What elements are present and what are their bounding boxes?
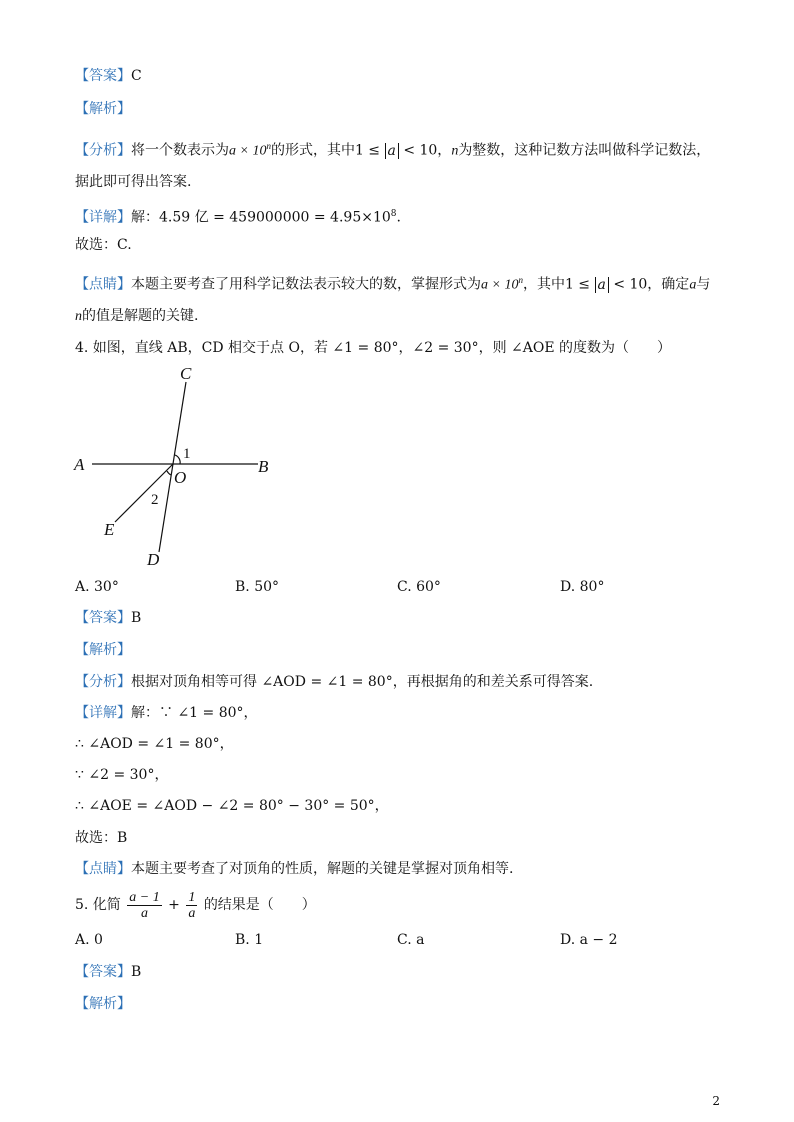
label-c: C xyxy=(180,364,192,383)
q5-analysis-tag xyxy=(75,994,131,1014)
q4-choose: 故选：B xyxy=(75,830,128,846)
label-b: B xyxy=(258,457,269,476)
q4-analysis-tag xyxy=(75,640,131,660)
q3-fenxi-line2: 据此即可得出答案. xyxy=(75,174,192,190)
q3-fenxi-exp: n xyxy=(266,141,271,151)
q3-choose: 故选：C. xyxy=(75,237,132,253)
q5-stem-post: 的结果是（ ） xyxy=(203,897,316,913)
q3-comment-line2 xyxy=(75,306,198,327)
q4-detail-line xyxy=(75,703,258,723)
q3-detail-exp: 8 xyxy=(390,209,397,219)
detail-tag: 【详解】 xyxy=(75,209,131,226)
q3-fenxi-n: n xyxy=(451,143,459,159)
q4-option-a: A. 30° xyxy=(75,579,119,595)
label-e: E xyxy=(104,520,115,539)
q5-plus: + xyxy=(168,897,180,913)
q4-detail-l4: ∴ ∠AOE = ∠AOD − ∠2 = 80° − 30° = 50°， xyxy=(75,798,389,814)
q3-comment-line xyxy=(75,270,710,296)
q5-option-a: A. 0 xyxy=(75,932,103,948)
q5-frac1-den: a xyxy=(140,905,148,921)
q4-option-b: B. 50° xyxy=(235,579,280,595)
q3-fenxi-math: a × 10 xyxy=(229,143,267,159)
q3-detail-end: . xyxy=(396,209,401,226)
line-cd xyxy=(159,382,186,552)
q3-comment-text1: 本题主要考查了用科学记数法表示较大的数，掌握形式为 xyxy=(131,276,481,293)
comment-tag: 【点睛】 xyxy=(75,276,131,293)
ray-oe xyxy=(115,464,173,522)
analysis-tag: 【解析】 xyxy=(75,101,131,117)
q3-fenxi-text4: 为整数，这种记数方法叫做科学记数法， xyxy=(458,142,711,159)
q4-detail-l2: ∴ ∠AOD = ∠1 = 80°， xyxy=(75,736,234,752)
analysis-tag: 【解析】 xyxy=(75,996,131,1012)
label-o: O xyxy=(174,468,187,487)
q5-answer-line xyxy=(75,962,141,982)
q5-stem-pre: 5. 化简 xyxy=(75,897,121,913)
q3-comment-n: n xyxy=(75,309,82,324)
analysis-tag: 【解析】 xyxy=(75,642,131,658)
q3-fenxi-text2: 的形式，其中1 ≤ xyxy=(270,142,381,159)
q4-fenxi-line xyxy=(75,672,593,692)
label-angle-2: 2 xyxy=(151,492,159,508)
q3-comment-a: a xyxy=(689,277,697,293)
answer-tag: 【答案】 xyxy=(75,610,131,626)
page-number: 2 xyxy=(712,1094,720,1108)
q3-comment-math: a × 10 xyxy=(481,277,519,293)
label-angle-1: 1 xyxy=(183,446,191,462)
q5-fraction-1 xyxy=(127,890,161,921)
label-a: A xyxy=(74,455,85,474)
q5-option-b: B. 1 xyxy=(235,932,264,948)
q3-fenxi-text1: 将一个数表示为 xyxy=(131,142,229,159)
fenxi-tag: 【分析】 xyxy=(75,142,131,159)
q4-figure xyxy=(70,362,290,572)
q3-detail-text: 解：4.59 亿 = 459000000 = 4.95×10 xyxy=(131,209,391,226)
q5-option-c: C. a xyxy=(397,932,425,948)
q5-frac1-num: a − 1 xyxy=(129,889,160,905)
q3-analysis-tag xyxy=(75,99,131,119)
comment-tag: 【点睛】 xyxy=(75,861,131,877)
q3-fenxi-text3: < 10， xyxy=(403,142,452,159)
q4-detail-l3: ∵ ∠2 = 30°， xyxy=(75,767,169,783)
q3-comment-abs: a xyxy=(595,277,609,293)
angle-1-arc xyxy=(175,455,180,464)
q4-answer-value: B xyxy=(131,610,142,626)
q3-fenxi-abs: a xyxy=(385,143,399,159)
q4-detail-l1: 解：∵ ∠1 = 80°， xyxy=(131,705,258,721)
label-d: D xyxy=(147,550,160,569)
q4-fenxi-text: 根据对顶角相等可得 ∠AOD = ∠1 = 80°，再根据角的和差关系可得答案. xyxy=(131,674,594,690)
q3-comment-text3: < 10，确定 xyxy=(613,276,690,293)
q3-detail-line xyxy=(75,204,401,228)
angle-2-arc xyxy=(167,471,171,475)
answer-tag: 【答案】 xyxy=(75,68,131,84)
q4-comment-text: 本题主要考查了对顶角的性质，解题的关键是掌握对顶角相等. xyxy=(131,861,514,877)
q5-option-d: D. a − 2 xyxy=(560,932,618,948)
q4-comment-line xyxy=(75,859,513,879)
q4-stem: 4. 如图，直线 AB，CD 相交于点 O，若 ∠1 = 80°，∠2 = 30°，则 ∠AOE 的度数为（ ） xyxy=(75,340,672,356)
q5-stem xyxy=(75,888,316,922)
q4-option-d: D. 80° xyxy=(560,579,605,595)
q5-frac2-num: 1 xyxy=(188,889,196,905)
q3-answer-value: C xyxy=(131,68,142,84)
q5-answer-value: B xyxy=(131,964,142,980)
detail-tag: 【详解】 xyxy=(75,705,131,721)
q3-answer-line xyxy=(75,66,142,86)
q3-comment-text4: 与 xyxy=(696,276,711,293)
q3-comment-text2: ，其中1 ≤ xyxy=(522,276,591,293)
q4-answer-line xyxy=(75,608,141,628)
fenxi-tag: 【分析】 xyxy=(75,674,131,690)
q3-comment-line2-text: 的值是解题的关键. xyxy=(82,308,199,324)
q3-fenxi-line xyxy=(75,136,710,162)
q4-option-c: C. 60° xyxy=(397,579,441,595)
q5-fraction-2 xyxy=(186,890,197,921)
answer-tag: 【答案】 xyxy=(75,964,131,980)
q3-comment-exp: n xyxy=(518,275,523,285)
q5-frac2-den: a xyxy=(188,905,196,921)
